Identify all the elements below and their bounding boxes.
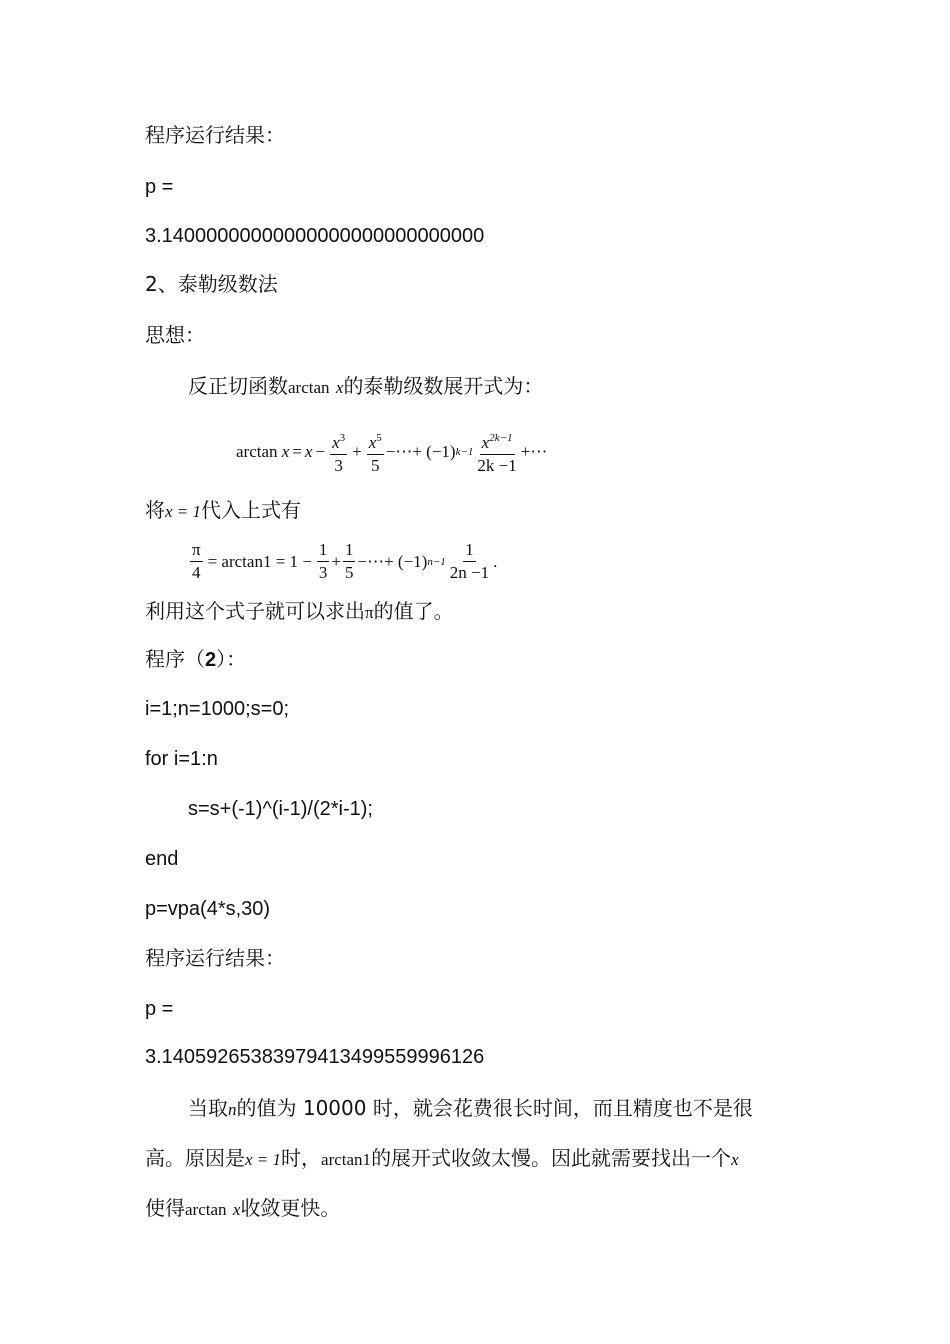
substitute-expr: x = 1 bbox=[165, 502, 202, 521]
program-label bbox=[145, 645, 246, 674]
formula-middle-exp: k−1 bbox=[455, 446, 474, 458]
substitute-prefix: 将 bbox=[145, 498, 165, 522]
fraction-1-over-3 bbox=[317, 540, 330, 583]
use-line bbox=[145, 597, 454, 627]
code-line: s=s+(-1)^(i-1)/(2*i-1); bbox=[188, 798, 373, 820]
output-var: p = bbox=[145, 998, 174, 1020]
para-text: 高。原因是 bbox=[145, 1146, 245, 1170]
code-line: for i=1:n bbox=[145, 748, 218, 770]
denominator: 3 bbox=[334, 456, 343, 475]
substitute-suffix: 代入上式有 bbox=[201, 498, 302, 522]
denominator: 5 bbox=[370, 456, 380, 475]
denominator: 3 bbox=[318, 563, 328, 582]
fraction-pi-over-4 bbox=[190, 540, 203, 583]
formula-lhs-var: x bbox=[281, 442, 290, 461]
intro-line bbox=[188, 372, 543, 402]
numerator-base: x bbox=[368, 433, 377, 452]
formula-middle: −⋯+ (−1) bbox=[385, 442, 456, 461]
formula-term1: x bbox=[304, 442, 313, 461]
para-text: 收敛更快。 bbox=[240, 1196, 341, 1220]
formula2-plus: + bbox=[331, 551, 341, 571]
para-text: 当取 bbox=[188, 1096, 228, 1120]
intro-var: x bbox=[335, 378, 344, 397]
numerator-base: x bbox=[332, 433, 340, 452]
var-x: x bbox=[731, 1150, 739, 1169]
paragraph-line bbox=[188, 1094, 753, 1124]
expr-x-eq-1: x = 1 bbox=[245, 1150, 282, 1169]
substitute-line bbox=[145, 496, 301, 526]
use-prefix: 利用这个式子就可以求出 bbox=[145, 599, 365, 623]
var-x: x bbox=[232, 1200, 241, 1219]
program-number: 2 bbox=[205, 649, 217, 671]
numerator-exp: 5 bbox=[376, 432, 382, 444]
program-label-prefix: 程序（ bbox=[145, 647, 205, 671]
intro-prefix: 反正切函数 bbox=[188, 374, 288, 398]
fraction-general-term bbox=[475, 428, 518, 476]
section-title: 2、泰勒级数法 bbox=[145, 272, 278, 296]
numerator: 1 bbox=[463, 540, 476, 562]
denominator: 4 bbox=[192, 563, 201, 582]
para-text: 的值为 10000 时，就会花费很长时间，而且精度也不是很 bbox=[236, 1096, 753, 1120]
code-line: end bbox=[145, 848, 179, 870]
para-text: 使得 bbox=[145, 1196, 185, 1220]
denominator: 5 bbox=[344, 563, 354, 582]
fraction-1-over-5 bbox=[343, 540, 356, 583]
numerator-exp: 3 bbox=[339, 432, 346, 444]
arctan1: arctan1 bbox=[321, 1150, 372, 1169]
para-text: 时， bbox=[281, 1146, 322, 1170]
formula-lhs: arctan bbox=[236, 442, 278, 461]
output-value: 3.14000000000000000000000000000 bbox=[145, 225, 485, 247]
fraction-x5-over-5 bbox=[367, 428, 384, 476]
para-text: 的展开式收敛太慢。因此就需要找出一个 bbox=[371, 1146, 732, 1170]
output-value: 3.14059265383979413499559996126 bbox=[145, 1046, 485, 1068]
var-n: n bbox=[228, 1100, 237, 1119]
output-var: p = bbox=[145, 176, 174, 198]
paragraph-line bbox=[145, 1144, 739, 1174]
program-label-suffix: ）： bbox=[216, 647, 247, 671]
formula2-dot: . bbox=[493, 551, 498, 571]
intro-suffix: 的泰勒级数展开式为： bbox=[343, 374, 544, 398]
result-label: 程序运行结果： bbox=[145, 946, 285, 970]
formula-minus: − bbox=[315, 442, 326, 461]
fraction-x3-over-3 bbox=[330, 428, 347, 476]
paragraph-line bbox=[145, 1194, 340, 1224]
formula2-middle: −⋯+ (−1) bbox=[357, 551, 428, 571]
numerator-base: x bbox=[481, 433, 490, 452]
pi-series-formula bbox=[188, 540, 497, 583]
numerator: 1 bbox=[317, 540, 330, 562]
formula-tail: +⋯ bbox=[520, 442, 548, 461]
formula2-middle-exp: n−1 bbox=[427, 555, 446, 568]
formula-eq: = bbox=[292, 442, 302, 461]
arctan-fn: arctan bbox=[185, 1200, 227, 1219]
intro-fn: arctan bbox=[288, 378, 330, 397]
taylor-series-formula bbox=[236, 428, 547, 476]
fraction-general-term-2 bbox=[448, 540, 491, 583]
pi-symbol: π bbox=[365, 603, 374, 622]
formula-plus: + bbox=[352, 442, 362, 461]
code-line: i=1;n=1000;s=0; bbox=[145, 698, 290, 720]
denominator: 2k −1 bbox=[477, 456, 517, 475]
code-line: p=vpa(4*s,30) bbox=[145, 898, 271, 920]
idea-label: 思想： bbox=[145, 323, 205, 347]
numerator: 1 bbox=[343, 540, 356, 562]
result-label: 程序运行结果： bbox=[145, 123, 285, 147]
numerator-exp: 2k−1 bbox=[489, 432, 513, 444]
denominator: 2n −1 bbox=[449, 563, 490, 582]
numerator: π bbox=[190, 540, 203, 562]
formula2-eq: = arctan1 = 1 − bbox=[207, 551, 312, 571]
use-suffix: 的值了。 bbox=[373, 599, 454, 623]
